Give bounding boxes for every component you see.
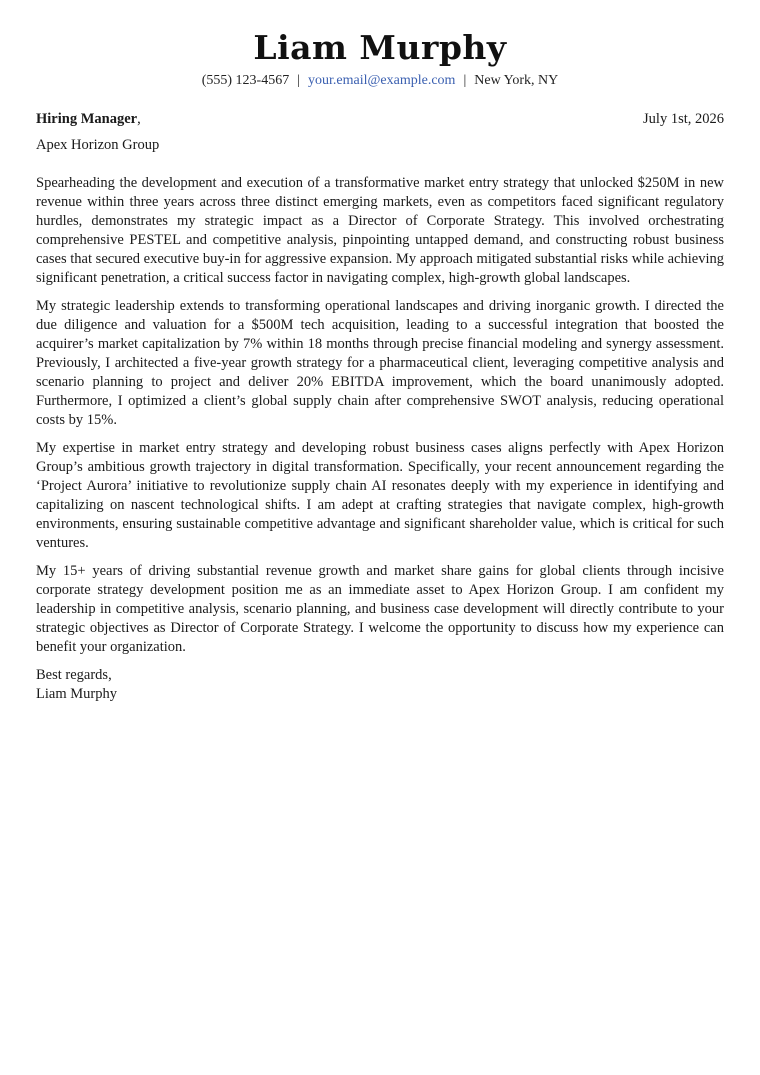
recipient-line xyxy=(36,110,141,128)
letter-closing xyxy=(36,666,724,704)
body-paragraph: Spearheading the development and execution of a transformative market entry strategy that unlocked $250M in new revenue within three years across three distinct emerging markets, even as competitors faced significant regulatory hurdles, demonstrates my strategic impact as a Director of Corporate Strategy. This involved orchestrating comprehensive PESTEL and competitive analysis, pinpointing untapped demand, and constructing robust business cases that secured executive buy-in for aggressive expansion. My approach mitigated substantial risks while achieving significant penetration, a critical success factor in navigating complex, high-growth global landscapes. xyxy=(36,175,724,286)
recipient-name-suffix: , xyxy=(137,111,141,127)
location: New York, NY xyxy=(474,73,559,88)
contact-separator: | xyxy=(463,73,467,88)
phone-number: (555) 123-4567 xyxy=(201,73,290,88)
closing-salutation: Best regards, xyxy=(36,667,112,683)
recipient-company: Apex Horizon Group xyxy=(36,137,160,153)
email-link[interactable]: your.email@example.com xyxy=(308,73,456,88)
recipient-name: Hiring Manager xyxy=(36,111,138,127)
letter-date: July 1st, 2026 xyxy=(643,111,724,127)
body-paragraph: My expertise in market entry strategy and developing robust business cases aligns perfectly with Apex Horizon Group’s ambitious growth trajectory in digital transformation. Specifically, your recent announcement regarding the ‘Project Aurora’ initiative to revolutionize supply chain AI resonates deeply with my experience in identifying and capitalizing on nascent technological shifts. I am adept at crafting strategies that navigate complex, high-growth environments, ensuring sustainable competitive advantage and significant shareholder value, which is critical for such ventures. xyxy=(36,440,724,551)
body-paragraph: My strategic leadership extends to transforming operational landscapes and driving inorganic growth. I directed the due diligence and valuation for a $500M tech acquisition, leading to a successful integration that boosted the acquirer’s market capitalization by 7% within 18 months through precise financial modeling and synergy assessment. Previously, I architected a five-year growth strategy for a pharmaceutical client, leveraging competitive analysis and scenario planning to project and deliver 20% EBITDA improvement, which the board unanimously adopted. Furthermore, I optimized a client’s global supply chain after comprehensive SWOT analysis, reducing operational costs by 15%. xyxy=(36,298,724,428)
closing-signature: Liam Murphy xyxy=(36,686,117,702)
contact-separator: | xyxy=(297,73,301,88)
letter-body xyxy=(36,174,724,657)
applicant-name: Liam Murphy xyxy=(253,28,507,67)
contact-line xyxy=(36,72,724,90)
letter-header xyxy=(36,0,724,90)
recipient-date-row xyxy=(36,110,724,128)
body-paragraph: My 15+ years of driving substantial revenue growth and market share gains for global clients through incisive corporate strategy development position me as an immediate asset to Apex Horizon Group. I am confident my leadership in competitive analysis, scenario planning, and business case development will directly contribute to your strategic objectives as Director of Corporate Strategy. I welcome the opportunity to discuss how my experience can benefit your organization. xyxy=(36,563,724,655)
